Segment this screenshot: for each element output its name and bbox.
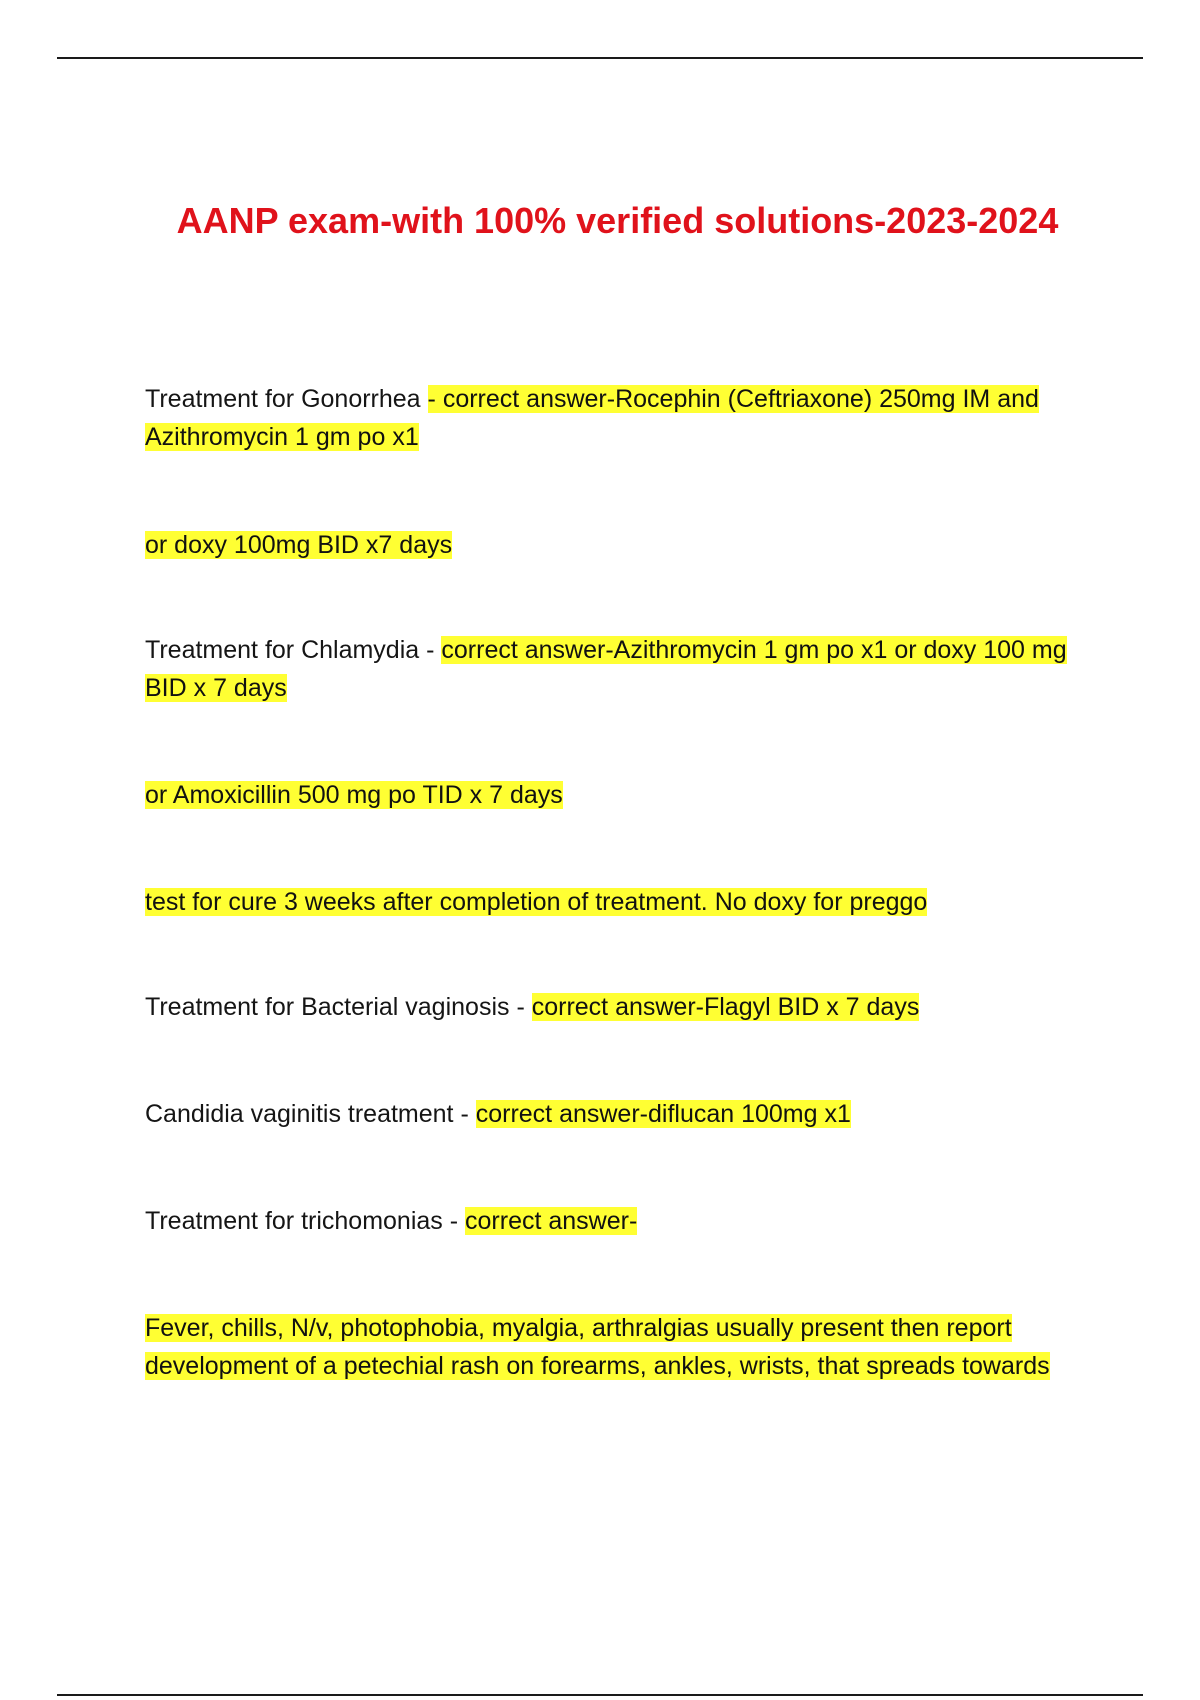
entry-bacterial-vaginosis bbox=[145, 988, 1105, 1026]
entry-answer: or doxy 100mg BID x7 days bbox=[145, 531, 453, 559]
entry-answer: test for cure 3 weeks after completion of treatment. No doxy for preggo bbox=[145, 888, 928, 916]
footer-rule bbox=[57, 1694, 1143, 1696]
entry-chlamydia-note bbox=[145, 883, 1105, 921]
entry-question: Treatment for Gonorrhea bbox=[145, 385, 428, 413]
entry-answer: correct answer-diflucan 100mg x1 bbox=[475, 1100, 851, 1128]
entry-chlamydia bbox=[145, 631, 1105, 707]
entry-candidia bbox=[145, 1095, 1105, 1133]
entry-question: Treatment for Bacterial vaginosis - bbox=[145, 993, 532, 1021]
entry-question: Candidia vaginitis treatment - bbox=[145, 1100, 476, 1128]
entry-gonorrhea bbox=[145, 380, 1105, 456]
document-title: AANP exam-with 100% verified solutions-2023-2024 bbox=[176, 200, 1059, 241]
entry-answer: Fever, chills, N/v, photophobia, myalgia, arthralgias usually present then report development of a petechial rash on forearms, ankles, wrists, that spreads towards bbox=[145, 1314, 1050, 1380]
entry-answer: correct answer-Azithromycin 1 gm po x1 or doxy 100 mg BID x 7 days bbox=[145, 636, 1067, 702]
entry-answer: correct answer-Flagyl BID x 7 days bbox=[531, 993, 920, 1021]
entry-answer: correct answer- bbox=[465, 1207, 638, 1235]
header-rule bbox=[57, 57, 1143, 59]
entry-answer: or Amoxicillin 500 mg po TID x 7 days bbox=[145, 781, 563, 809]
entry-question: Treatment for trichomonias - bbox=[145, 1207, 466, 1235]
entry-question: Treatment for Chlamydia - bbox=[145, 636, 442, 664]
entry-trichomonias bbox=[145, 1202, 1105, 1240]
entry-answer: - correct answer-Rocephin (Ceftriaxone) 250mg IM and Azithromycin 1 gm po x1 bbox=[145, 385, 1039, 451]
entry-chlamydia-alt bbox=[145, 776, 1105, 814]
entry-symptoms bbox=[145, 1309, 1120, 1385]
entry-gonorrhea-alt bbox=[145, 526, 1105, 564]
